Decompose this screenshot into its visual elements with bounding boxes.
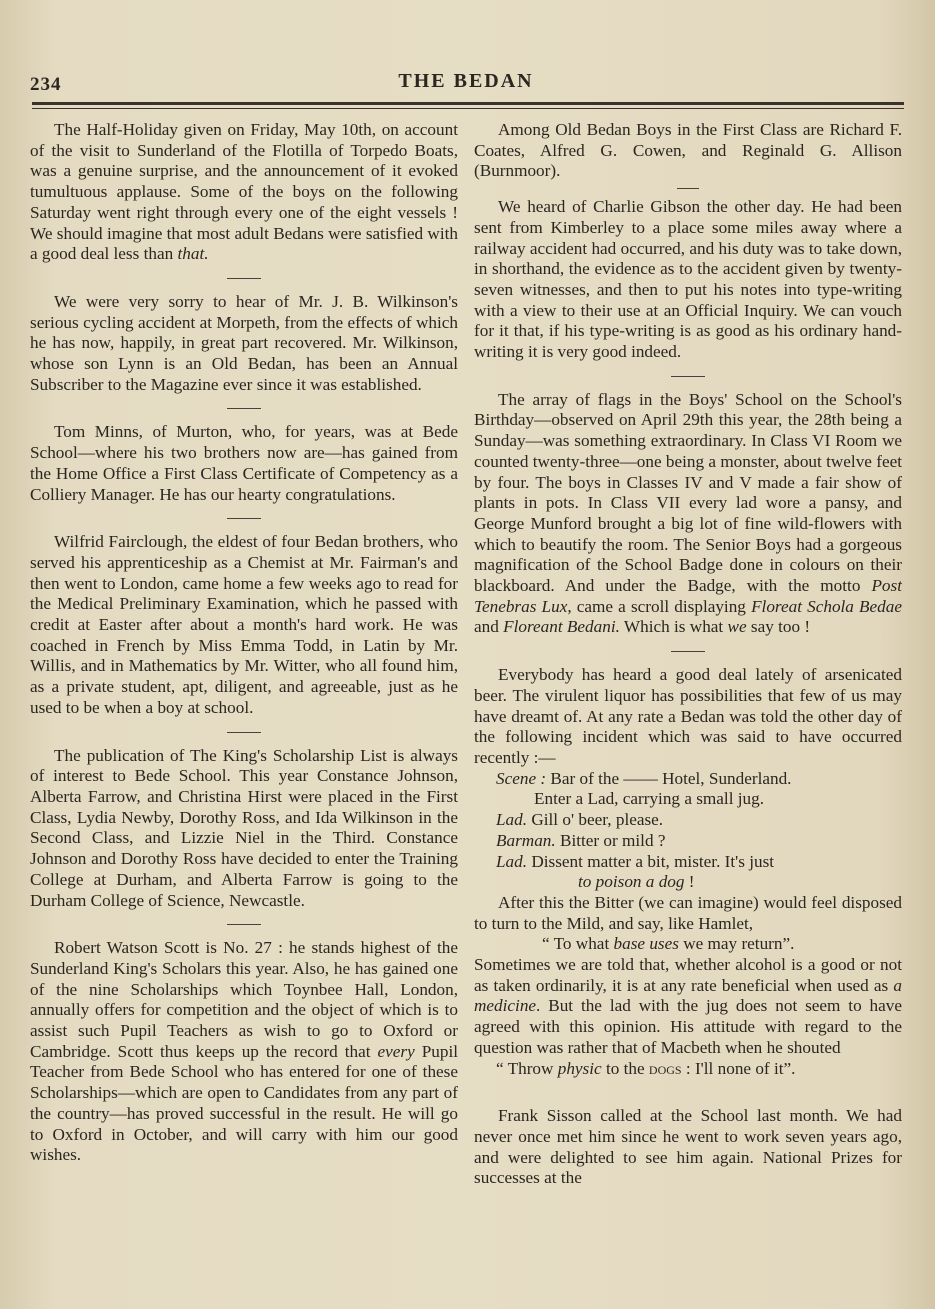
hamlet-quote: “ To what base uses we may return”. — [542, 934, 795, 954]
separator-rule — [227, 408, 261, 409]
running-head: THE BEDAN — [398, 70, 534, 92]
scene-line: Scene : Bar of the —— Hotel, Sunderland. — [496, 768, 792, 788]
separator-rule — [227, 732, 261, 733]
paragraph-scholarship-list: The publication of The King's Scholarship List is always of interest to Bede School. This year Constance Johnson, Alberta Farrow, and Christina Hirst were placed in the First Class, Lydia Newby, Dorothy Ross, and Ida Wilkinson in the Second Class, and Lizzie Niel in the Third. Constance Johnson and Dorothy Ross have decided to enter the Training College at Durham, and Alberta Farrow is going to the Durham College of Science, Newcastle. — [30, 745, 458, 910]
stage-direction: Enter a Lad, carrying a small jug. — [534, 789, 765, 809]
paragraph-old-bedan-boys: Among Old Bedan Boys in the First Class are Richard F. Coates, Alfred G. Cowen, and Reginald G. Allison (Burnmoor). — [474, 120, 902, 181]
separator-rule — [227, 278, 261, 279]
paragraph-frank-sisson: Frank Sisson called at the School last month. We had never once met him since he went to work seven years ago, and were delighted to see him again. National Prizes for successes at the — [474, 1106, 902, 1188]
page-number: 234 — [30, 74, 62, 95]
separator-rule — [671, 651, 705, 652]
separator-rule — [671, 1092, 705, 1093]
separator-rule — [677, 188, 699, 189]
paragraph-arsenicated-beer: Everybody has heard a good deal lately of arsenicated beer. The virulent liquor has possibilities that few of us may have dreamt of. At any rate a Bedan was told the other day of the following incident which was said to have occurred recently :— — [474, 665, 902, 767]
paragraph-tom-minns: Tom Minns, of Murton, who, for years, was at Bede School—where his two brothers now are—has gained from the Home Office a First Class Certificate of Competency as a Colliery Manager. He has our hearty congratulations. — [30, 422, 458, 504]
right-column — [474, 120, 902, 1300]
paragraph-hamlet: After this the Bitter (we can imagine) would feel disposed to turn to the Mild, and say, like Hamlet, — [474, 892, 902, 933]
paragraph-medicine: Sometimes we are told that, whether alcohol is a good or not as taken ordinarily, it is at any rate beneficial when used as a medicine. But the lad with the jug does not seem to have agreed with this opinion. His attitude with regard to the question was rather that of Macbeth when he shouted — [474, 955, 902, 1057]
separator-rule — [227, 518, 261, 519]
separator-rule — [671, 376, 705, 377]
header-rule-thin — [32, 108, 904, 109]
dialogue-lad-2: Lad. Dissent matter a bit, mister. It's just — [496, 851, 775, 871]
paragraph-half-holiday: The Half-Holiday given on Friday, May 10th, on account of the visit to Sunderland of the Flotilla of Torpedo Boats, was a genuine surprise, and the announcement of it evoked tumultuous applause. Some of the boys on the following Saturday went right through every one of the eight vessels ! We should imagine that most adult Bedans were satisfied with a good deal less than that. — [30, 120, 458, 264]
left-column — [30, 120, 458, 1300]
paragraph-wilkinson: We were very sorry to hear of Mr. J. B. Wilkinson's serious cycling accident at Morpeth, from the effects of which he has now, happily, in great part recovered. Mr. Wilkinson, whose son Lynn is an Old Bedan, has been an Annual Subscriber to the Magazine ever since it was established. — [30, 291, 458, 394]
page-header — [30, 60, 902, 100]
paragraph-robert-scott: Robert Watson Scott is No. 27 : he stands highest of the Sunderland King's Scholars this year. Also, he has gained one of the nine Scholarships which Toynbee Hall, London, annually offers for competition and the object of which is to assist such Pupil Teachers as wish to go to Oxford or Cambridge. Scott thus keeps up the record that every Pupil Teacher from Bede School who has entered for one of these Scholarships—which are open to Candidates from any part of the country—has proved successful in the result. He will go to Oxford in October, and will carry with him our good wishes. — [30, 938, 458, 1165]
macbeth-quote: “ Throw physic to the dogs : I'll none of it”. — [496, 1058, 796, 1078]
paragraph-charlie-gibson: We heard of Charlie Gibson the other day. He had been sent from Kimberley to a place some miles away where a railway accident had occurred, and his duty was to take down, in shorthand, the evidence as to the accident given by twenty-seven witnesses, and then to put his notes into type-writing with a view to their use at an Official Inquiry. We can vouch for it that, if his type-writing is as good as his ordinary hand-writing it is very good indeed. — [474, 197, 902, 362]
separator-rule — [227, 924, 261, 925]
dialogue-lad-1: Lad. Gill o' beer, please. — [496, 810, 664, 830]
dialogue-lad-2-continued: to poison a dog ! — [578, 872, 695, 892]
paragraph-fairclough: Wilfrid Fairclough, the eldest of four Bedan brothers, who served his apprenticeship as a Chemist at Mr. Fairman's and then went to London, came home a few weeks ago to read for the Medical Preliminary Examination, which he passed with credit at Easter after about a month's hard work. He was coached in French by Miss Emma Todd, in Latin by Mr. Willis, and in Mathematics by Mr. Witter, who all found him, as a private student, apt, diligent, and agreeable, just as he used to be when a boy at school. — [30, 532, 458, 717]
dialogue-barman: Barman. Bitter or mild ? — [496, 830, 666, 850]
header-rule-thick — [32, 102, 904, 105]
paragraph-flags: The array of flags in the Boys' School on the School's Birthday—observed on April 29th this year, the 28th being a Sunday—was something extraordinary. In Class VI Room we counted twenty-three—one being a monster, about twelve feet by four. The boys in Classes IV and V made a fair show of plants in pots. In Class VII every lad wore a pansy, and George Munford brought a big lot of fine wild-flowers with which to beautify the room. The Senior Boys had a gorgeous magnification of the School Badge done in colours on their blackboard. And under the Badge, with the motto Post Tenebras Lux, came a scroll displaying Floreat Schola Bedae and Floreant Bedani. Which is what we say too ! — [474, 389, 902, 637]
